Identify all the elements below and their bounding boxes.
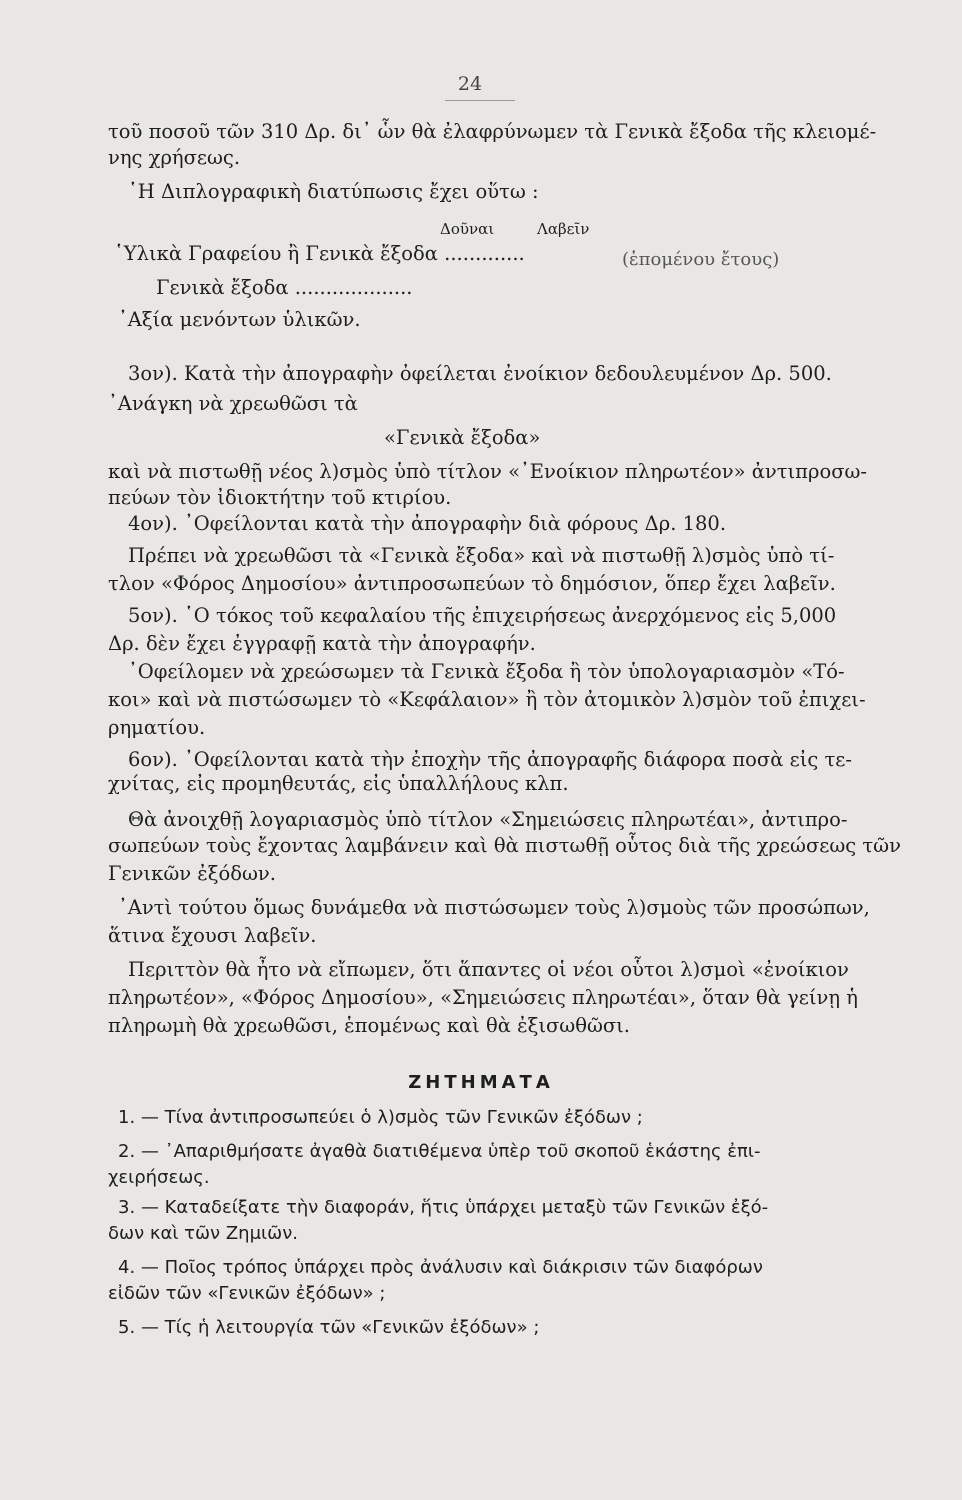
text-line: καὶ νὰ πιστωθῇ νέος λ)σμὸς ὑπὸ τίτλον «᾽Ενοίκιον πληρωτέον» ἀντιπροσω- bbox=[108, 460, 868, 483]
question-item: 2. — ᾽Απαριθμήσατε ἀγαθὰ διατιθέμενα ὑπὲρ τοῦ σκοποῦ ἑκάστης ἐπι- bbox=[118, 1141, 761, 1162]
text-line: πεύων τὸν ἰδιοκτήτην τοῦ κτιρίου. bbox=[108, 486, 452, 509]
question-continuation: δων καὶ τῶν Ζημιῶν. bbox=[108, 1223, 298, 1244]
text-line: Πρέπει νὰ χρεωθῶσι τὰ «Γενικὰ ἔξοδα» καὶ νὰ πιστωθῇ λ)σμὸς ὑπὸ τί- bbox=[128, 544, 835, 567]
text-line: τοῦ ποσοῦ τῶν 310 Δρ. δι᾽ ὧν θὰ ἐλαφρύνωμεν τὰ Γενικὰ ἔξοδα τῆς κλειομέ- bbox=[108, 120, 877, 143]
item-number: 3ον bbox=[128, 362, 165, 385]
text-line: ᾽Οφείλομεν νὰ χρεώσωμεν τὰ Γενικὰ ἔξοδα ἢ τὸν ὑπολογαριασμὸν «Τό- bbox=[128, 660, 845, 683]
text-line: ᾽Αντὶ τούτου ὅμως δυνάμεθα νὰ πιστώσωμεν τοὺς λ)σμοὺς τῶν προσώπων, bbox=[118, 896, 870, 919]
text-line: «Γενικὰ ἔξοδα» bbox=[384, 426, 541, 449]
text-line: Θὰ ἀνοιχθῇ λογαριασμὸς ὑπὸ τίτλον «Σημειώσεις πληρωτέαι», ἀντιπρο- bbox=[128, 808, 848, 831]
text-line: χνίτας, εἰς προμηθευτάς, εἰς ὑπαλλήλους κλπ. bbox=[108, 772, 569, 795]
text-line: Γενικῶν ἐξόδων. bbox=[108, 862, 276, 885]
item-4-line: 4ον). ᾽Οφείλονται κατὰ τὴν ἀπογραφὴν διὰ φόρους Δρ. 180. bbox=[128, 512, 727, 535]
question-continuation: εἰδῶν τῶν «Γενικῶν ἐξόδων» ; bbox=[108, 1283, 386, 1304]
text-line: κοι» καὶ νὰ πιστώσωμεν τὸ «Κεφάλαιον» ἢ τὸν ἀτομικὸν λ)σμὸν τοῦ ἐπιχει- bbox=[108, 688, 866, 711]
text-line: Περιττὸν θὰ ἦτο νὰ εἴπωμεν, ὅτι ἅπαντες οἱ νέοι οὗτοι λ)σμοὶ «ἐνοίκιον bbox=[128, 958, 849, 981]
text-line: Δρ. δὲν ἔχει ἐγγραφῇ κατὰ τὴν ἀπογραφήν. bbox=[108, 632, 536, 655]
item-5-line: 5ον). ῾Ο τόκος τοῦ κεφαλαίου τῆς ἐπιχειρήσεως ἀνερχόμενος εἰς 5,000 bbox=[128, 604, 837, 627]
debit-column-label: Δοῦναι bbox=[440, 220, 495, 238]
question-item: 3. — Καταδείξατε τὴν διαφοράν, ἥτις ὑπάρχει μεταξὺ τῶν Γενικῶν ἐξό- bbox=[118, 1197, 769, 1218]
text-line: νης χρήσεως. bbox=[108, 146, 241, 169]
question-item: 4. — Ποῖος τρόπος ὑπάρχει πρὸς ἀνάλυσιν καὶ διάκρισιν τῶν διαφόρων bbox=[118, 1257, 763, 1278]
question-continuation: χειρήσεως. bbox=[108, 1167, 210, 1188]
text-line: ᾽Ανάγκη νὰ χρεωθῶσι τὰ bbox=[108, 392, 358, 415]
item-number: 6ον bbox=[128, 748, 165, 771]
credit-column-label: Λαβεῖν bbox=[537, 220, 590, 238]
entry-line: ῾Υλικὰ Γραφείου ἢ Γενικὰ ἔξοδα ............. bbox=[114, 242, 525, 265]
section-heading: ΖΗΤΗΜΑΤΑ bbox=[408, 1072, 554, 1093]
item-number: 5ον bbox=[128, 604, 165, 627]
text-line: ἅτινα ἔχουσι λαβεῖν. bbox=[108, 924, 317, 947]
page-number-rule bbox=[445, 100, 515, 101]
text-line: τλον «Φόρος Δημοσίου» ἀντιπροσωπεύων τὸ δημόσιον, ὅπερ ἔχει λαβεῖν. bbox=[108, 572, 836, 595]
item-6-line: 6ον). ᾽Οφείλονται κατὰ τὴν ἐποχὴν τῆς ἀπογραφῆς διάφορα ποσὰ εἰς τε- bbox=[128, 748, 852, 771]
text-line: πληρωμὴ θὰ χρεωθῶσι, ἑπομένως καὶ θὰ ἐξισωθῶσι. bbox=[108, 1014, 630, 1037]
item-number: 4ον bbox=[128, 512, 165, 535]
text-line: σωπεύων τοὺς ἔχοντας λαμβάνειν καὶ θὰ πιστωθῇ οὗτος διὰ τῆς χρεώσεως τῶν bbox=[108, 834, 901, 857]
entry-line: Γενικὰ ἔξοδα ................... bbox=[156, 276, 413, 299]
question-item: 5. — Τίς ἡ λειτουργία τῶν «Γενικῶν ἐξόδων» ; bbox=[118, 1317, 540, 1338]
question-item: 1. — Τίνα ἀντιπροσωπεύει ὁ λ)σμὸς τῶν Γενικῶν ἐξόδων ; bbox=[118, 1107, 643, 1128]
text-line: πληρωτέον», «Φόρος Δημοσίου», «Σημειώσεις πληρωτέαι», ὅταν θὰ γείνῃ ἡ bbox=[108, 986, 858, 1009]
text-line: ῾Η Διπλογραφικὴ διατύπωσις ἔχει οὕτω : bbox=[128, 180, 539, 203]
item-3-line: 3ον). Κατὰ τὴν ἀπογραφὴν ὀφείλεται ἐνοίκιον δεδουλευμένον Δρ. 500. bbox=[128, 362, 832, 385]
entry-line: ᾽Αξία μενόντων ὑλικῶν. bbox=[118, 308, 361, 331]
page-number: 24 bbox=[457, 73, 483, 95]
text-line: ρηματίου. bbox=[108, 716, 206, 739]
entry-note: (ἑπομένου ἔτους) bbox=[622, 249, 780, 270]
